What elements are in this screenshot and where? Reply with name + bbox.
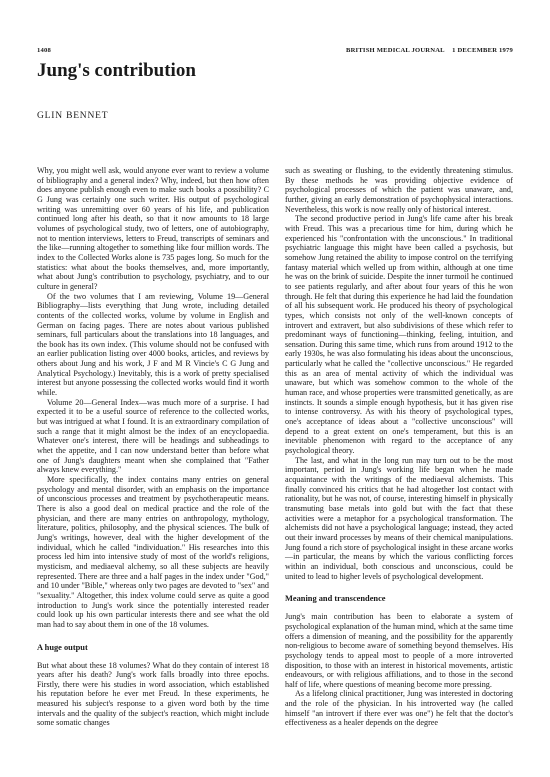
issue-date: 1 DECEMBER 1979 xyxy=(452,47,513,54)
section-heading: A huge output xyxy=(37,642,88,652)
paragraph: The last, and what in the long run may turn out to be the most important, period in Jung's working life began when he made acquaintance with the writings of the mediaeval alchemists. This finally convinced his critics that he had altogether lost contact with rationality, but he was not, of course, interesting himself in physically transmuting base metals into gold but with the fact that these activities were a metaphor for a psychological transformation. The alchemists did not have a psychological language; instead, they acted out their inward processes by means of their chemical manipulations. Jung found a rich store of psychological insight in these arcane works—in particular, the means by which the various conflicting forces within an individual, both conscious and unconscious, could be united to lead to higher levels of psychological development. xyxy=(285,455,513,581)
article-title: Jung's contribution xyxy=(37,60,196,81)
paragraph: Why, you might well ask, would anyone ever want to review a volume of bibliography and a general index? Why, indeed, but then how often does anyone publish enough even to make such books a possibility? C G Jung was certainly one such writer. His output of psychological writing was unremitting over 60 years of his life, and publication continued long after his death, so that it now amounts to 18 large volumes of psychological study, two of letters, one of autobiography, not to mention interviews, letters to Freud, transcripts of seminars and the like—running altogether to something like four million words. The index to the Collected Works alone is 735 pages long. So much for the statistics: what about the books themselves, and, more importantly, what about Jung's contribution to psychology, psychiatry, and to our culture in general? xyxy=(37,166,269,291)
running-header xyxy=(37,47,513,54)
paragraph: But what about these 18 volumes? What do they contain of interest 18 years after his death? Jung's work falls broadly into three epochs. Firstly, there were his studies in word association, which established his reputation before he ever met Freud. In these experiments, he measured his subject's response to a given word both by the time intervals and the quality of the subject's reaction, which might include some somatic changes xyxy=(37,660,269,728)
author-name: GLIN BENNET xyxy=(37,111,109,121)
section-heading: Meaning and transcendence xyxy=(285,594,386,604)
paragraph: As a lifelong clinical practitioner, Jung was interested in doctoring and the role of the physician. In his introverted way (he called himself "an introvert if there ever was one") he felt that the doctor's effectiveness as a healer depends on the degree xyxy=(285,689,513,728)
paragraph: Jung's main contribution has been to elaborate a system of psychological explanation of the human mind, which at the same time offers a dimension of meaning, and the possibility for the apparently non-religious to become aware of something beyond themselves. His psychology tends to appeal most to people of a more introverted disposition, to those with an interest in historical movements, artistic endeavours, or with religious affiliations, and to those in the second half of life, where questions of meaning become more pressing. xyxy=(285,612,513,689)
paragraph: such as sweating or flushing, to the evidently threatening stimulus. By these methods he was providing objective evidence of psychological processes of which the patient was unaware, and, further, giving an early demonstration of psychophysical interactions. Nevertheless, this work is now really only of historical interest. xyxy=(285,166,513,214)
paragraph: Volume 20—General Index—was much more of a surprise. I had expected it to be a useful source of reference to the collected works, but was intrigued at what I found. It is an extraordinary compilation of such a range that it might almost be the index of an encyclopaedia. Whatever one's interest, there will be headings and subheadings to whet the appetite, and I can now understand better than before what one of Jung's daughters meant when she complained that "Father always knew everything." xyxy=(37,397,269,475)
paragraph: Of the two volumes that I am reviewing, Volume 19—General Bibliography—lists everything that Jung wrote, including detailed contents of the collected works, volume by volume in English and German on facing pages. There are notes about various published seminars, full particulars about the translations into 18 languages, and the book has its own index. (This volume should not be confused with an earlier publication listing over 4000 books, articles, and reviews by others about Jung and his work, J F and M R Vincie's C G Jung and Analytical Psychology.) Inevitably, this is a work of pretty specialised interest but anyone possessing the collected works would find it worth while. xyxy=(37,291,269,398)
left-column xyxy=(37,166,269,728)
paragraph: The second productive period in Jung's life came after his break with Freud. This was a precarious time for him, during which he experienced his "confrontation with the unconscious." In traditional psychiatric language this might have been called a psychosis, but somehow Jung retained the ability to impose control on the terrifying fantasy material which welled up from within, although at one time he was on the brink of suicide. Despite the inner turmoil he continued to see patients regularly, and after about four years of this he won through. He felt that during this experience he had laid the foundation of all his subsequent work. He produced his theory of psychological types, which consists not only of the well-known concepts of introvert and extravert, but also subdivisions of these which refer to predominant ways of functioning—thinking, feeling, intuition, and sensation. During this same time, which runs from around 1912 to the early 1930s, he was also formulating his ideas about the unconscious, particularly what he called the "collective unconscious." He regarded this as an area of mental activity of which the individual was unaware, but which was somehow common to the whole of the human race, and whose properties were transmitted genetically, as are instincts. It sounds a simple enough hypothesis, but it has given rise to intense controversy. As with his theory of psychological types, one's acceptance of ideas about a "collective unconscious" will depend to a great extent on one's temperament, but this is an inevitable phenomenon with regard to the acceptance of any psychological theory. xyxy=(285,214,513,456)
paragraph: More specifically, the index contains many entries on general psychology and mental disorder, with an emphasis on the importance of unconscious processes and treatment by psychotherapeutic means. There is also a good deal on medical practice and the role of the physician, and there are many entries on anthropology, mythology, literature, politics, philosophy, and the physical sciences. The bulk of Jung's writings, however, deal with the higher development of the individual, which he called "individuation." His researches into this process led him into intensive study of most of the world's religions, mysticism, and mediaeval alchemy, so all these subjects are heavily represented. There are three and a half pages in the index under "God," and 10 under "Bible," whereas only two pages are devoted to "sex" and "sexuality." Altogether, this index volume could serve as quite a good introduction to Jung's work since the potentially interested reader could look up his own particular interests there and see what the old man had to say about them in one of the 18 volumes. xyxy=(37,475,269,629)
right-column xyxy=(285,166,513,728)
journal-name: BRITISH MEDICAL JOURNAL xyxy=(346,47,445,54)
page-number: 1408 xyxy=(37,47,51,54)
